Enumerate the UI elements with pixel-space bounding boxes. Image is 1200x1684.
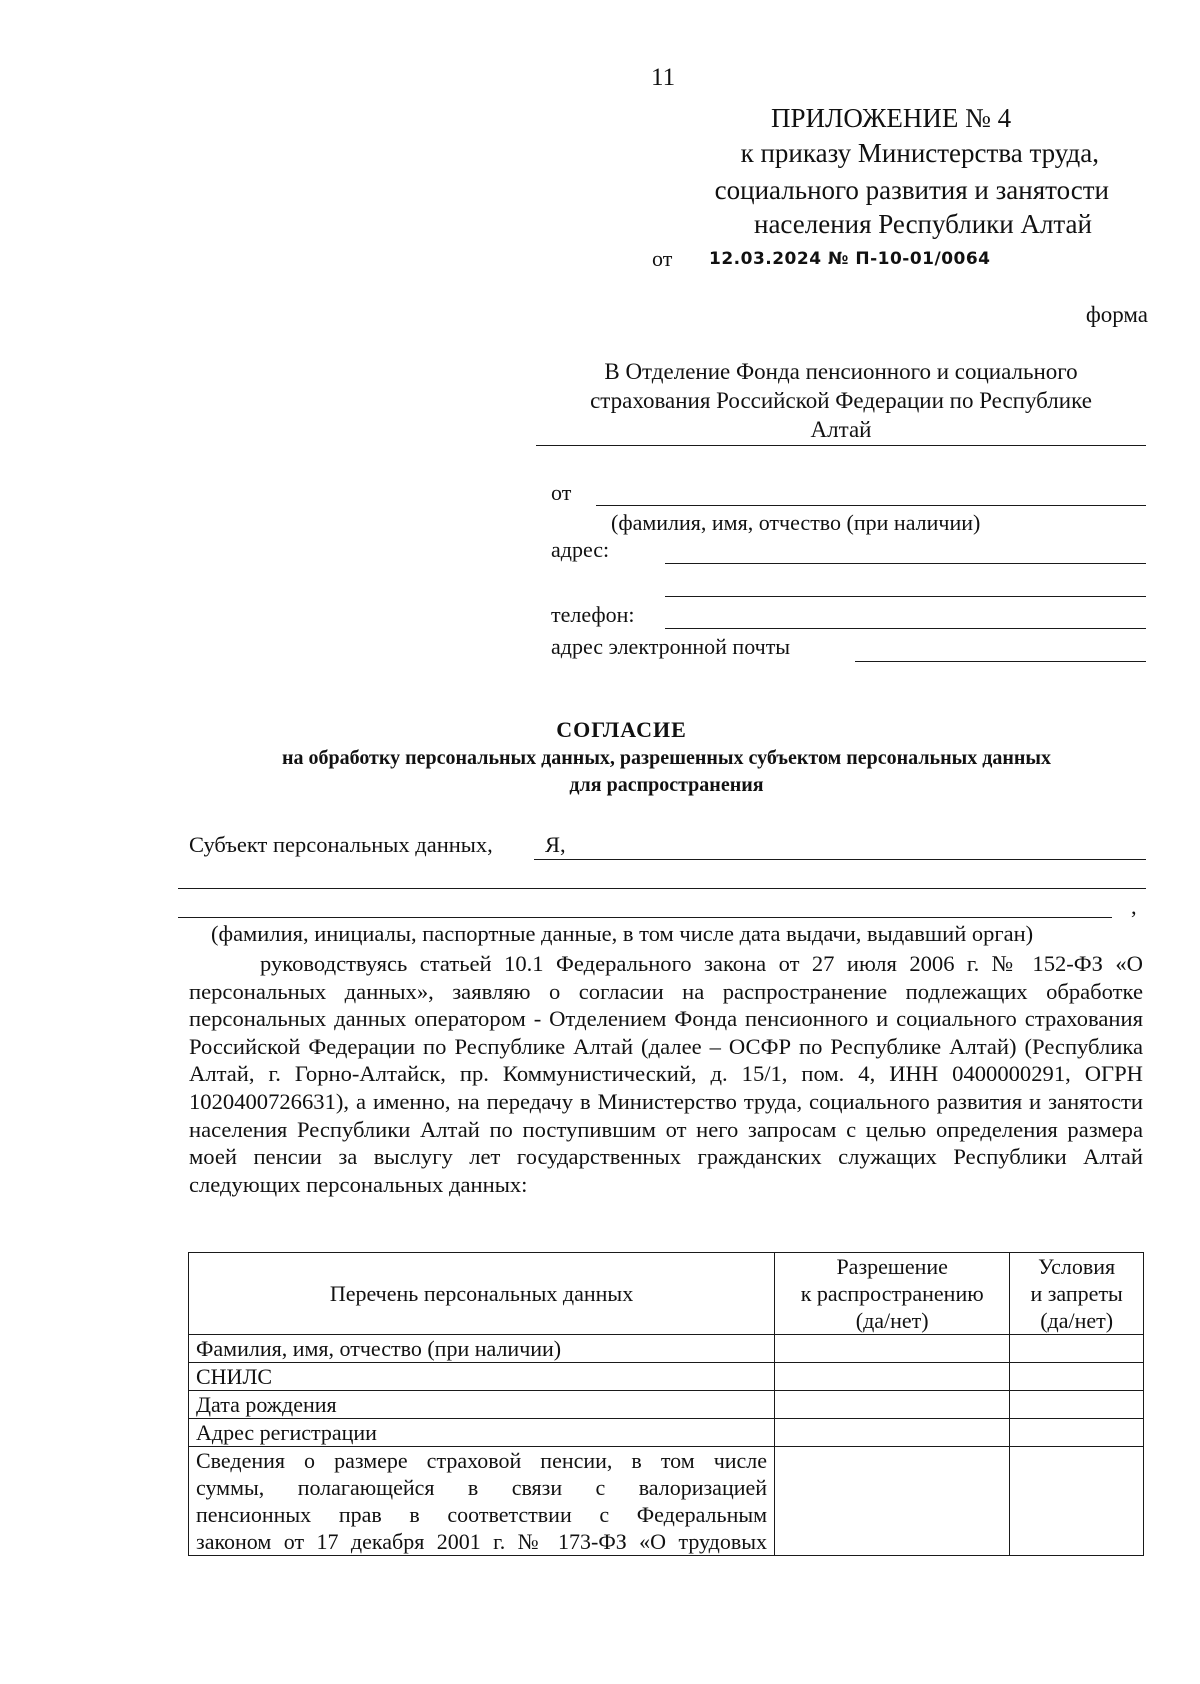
row-item-line: суммы, полагающейся в связи с валоризацией — [196, 1475, 768, 1500]
subject-value: Я, — [545, 832, 566, 857]
from-field[interactable] — [596, 505, 1146, 506]
phone-label: телефон: — [551, 602, 635, 627]
appendix-title: ПРИЛОЖЕНИЕ № 4 — [771, 103, 1012, 133]
row-item: Дата рождения — [189, 1391, 775, 1419]
phone-field[interactable] — [665, 628, 1146, 629]
row-permission-cell[interactable] — [775, 1447, 1010, 1556]
addressee-underline — [536, 445, 1146, 446]
document-subtitle: для распространения — [569, 774, 764, 796]
subject-field-3[interactable] — [178, 917, 1112, 918]
row-conditions-cell[interactable] — [1010, 1391, 1144, 1419]
header-conditions-line: и запреты — [1030, 1281, 1123, 1306]
row-permission-cell[interactable] — [775, 1363, 1010, 1391]
row-item-line: законом от 17 декабря 2001 г. № 173-ФЗ «О трудовых — [196, 1529, 768, 1554]
header-conditions-line: Условия — [1038, 1254, 1116, 1279]
table-row — [189, 1419, 1144, 1447]
appendix-line: к приказу Министерства труда, — [740, 138, 1099, 168]
row-item — [189, 1447, 775, 1556]
header-permission-line: к распространению — [800, 1281, 984, 1306]
row-permission-cell[interactable] — [775, 1391, 1010, 1419]
row-conditions-cell[interactable] — [1010, 1447, 1144, 1556]
trailing-comma: , — [1131, 894, 1137, 919]
order-date-prefix: от — [652, 246, 673, 271]
header-data-list: Перечень персональных данных — [189, 1253, 775, 1335]
email-label: адрес электронной почты — [551, 634, 791, 659]
consent-paragraph — [189, 950, 1143, 1198]
table-row — [189, 1363, 1144, 1391]
row-item-line: Сведения о размере страховой пенсии, в том числе — [196, 1448, 768, 1473]
table-row — [189, 1391, 1144, 1419]
subject-hint: (фамилия, инициалы, паспортные данные, в том числе дата выдачи, выдавший орган) — [211, 921, 1034, 946]
name-hint: (фамилия, имя, отчество (при наличии) — [611, 510, 981, 535]
address-field-2[interactable] — [665, 596, 1146, 597]
address-field[interactable] — [665, 563, 1146, 564]
order-date-number: 12.03.2024 № П-10-01/0064 — [709, 249, 991, 269]
row-conditions-cell[interactable] — [1010, 1363, 1144, 1391]
row-item: Адрес регистрации — [189, 1419, 775, 1447]
subject-field-2[interactable] — [178, 888, 1146, 889]
email-field[interactable] — [855, 661, 1146, 662]
header-conditions — [1010, 1253, 1144, 1335]
appendix-line: социального развития и занятости — [714, 175, 1109, 205]
form-label: форма — [1085, 302, 1148, 327]
row-item-line: пенсионных прав в соответствии с Федеральным — [196, 1502, 768, 1527]
document-subtitle: на обработку персональных данных, разрешенных субъектом персональных данных — [281, 747, 1052, 769]
row-permission-cell[interactable] — [775, 1419, 1010, 1447]
subject-field[interactable] — [534, 859, 1146, 860]
row-item: Фамилия, имя, отчество (при наличии) — [189, 1335, 775, 1363]
row-conditions-cell[interactable] — [1010, 1335, 1144, 1363]
addressee-line: страхования Российской Федерации по Республике — [590, 388, 1092, 413]
row-conditions-cell[interactable] — [1010, 1419, 1144, 1447]
addressee-line: Алтай — [810, 417, 872, 442]
addressee-line: В Отделение Фонда пенсионного и социального — [604, 359, 1078, 384]
appendix-line: населения Республики Алтай — [754, 209, 1092, 239]
table-header-row — [189, 1253, 1144, 1335]
personal-data-table — [188, 1252, 1144, 1556]
consent-paragraph-text: руководствуясь статьей 10.1 Федерального закона от 27 июля 2006 г. № 152-ФЗ «О персональных данных», заявляю о согласии на распространение подлежащих обработке персональных данных оператором - Отделением Фонда пенсионного и социального страхования Российской Федерации по Республике Алтай (далее – ОСФР по Республике Алтай) (Республика Алтай, г. Горно-Алтайск, пр. Коммунистический, д. 15/1, пом. 4, ИНН 0400000291, ОГРН 1020400726631), а именно, на передачу в Министерство труда, социального развития и занятости населения Республики Алтай по поступившим от него запросам с целью определения размера моей пенсии за выслугу лет государственных гражданских служащих Республики Алтай следующих персональных данных: — [189, 951, 1143, 1197]
row-permission-cell[interactable] — [775, 1335, 1010, 1363]
from-label: от — [551, 480, 572, 505]
header-permission-line: Разрешение — [836, 1254, 948, 1279]
table-row — [189, 1335, 1144, 1363]
address-label: адрес: — [551, 537, 610, 562]
row-item: СНИЛС — [189, 1363, 775, 1391]
header-conditions-line: (да/нет) — [1040, 1308, 1114, 1333]
document-title: СОГЛАСИЕ — [556, 717, 687, 742]
header-permission — [775, 1253, 1010, 1335]
header-permission-line: (да/нет) — [855, 1308, 929, 1333]
subject-label: Субъект персональных данных, — [189, 832, 493, 857]
table-row — [189, 1447, 1144, 1556]
page-number: 11 — [651, 64, 676, 91]
